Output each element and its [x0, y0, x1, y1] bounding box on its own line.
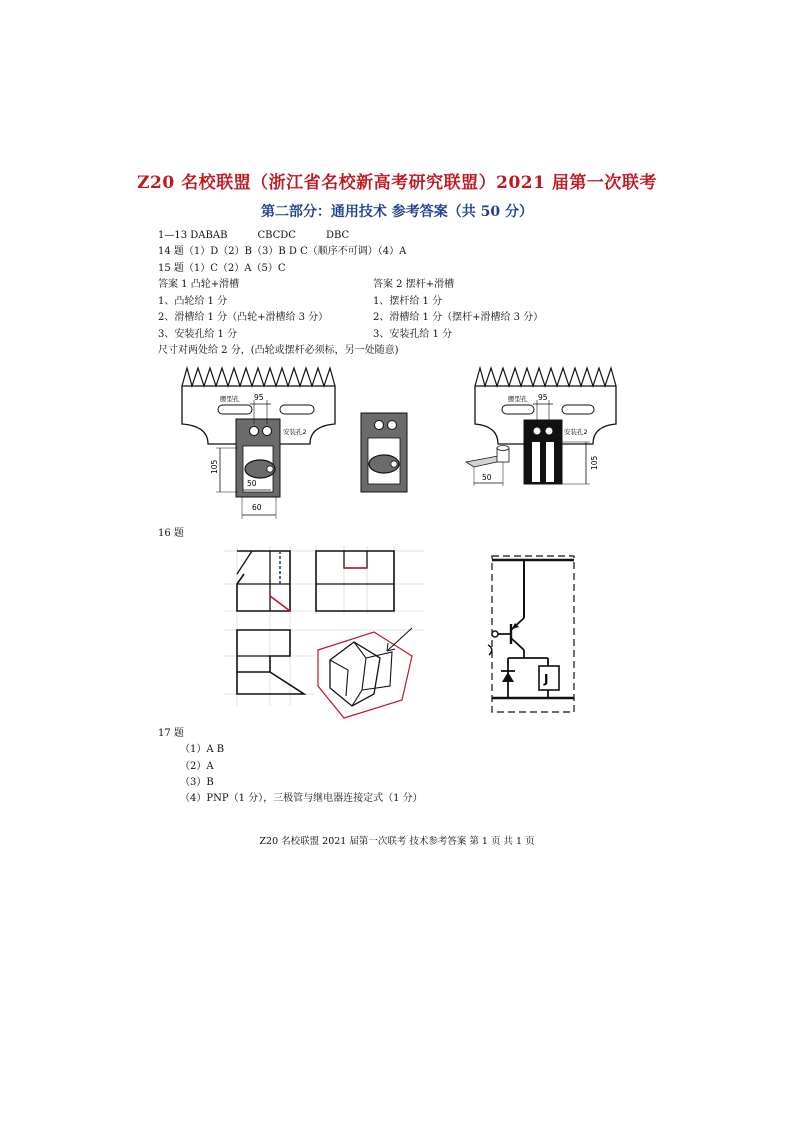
page-footer: Z20 名校联盟 2021 届第一次联考 技术参考答案 第 1 页 共 1 页: [259, 836, 535, 847]
document-subtitle: 第二部分：通用技术 参考答案（共 50 分）: [260, 204, 534, 220]
scheme2-title: 答案 2 摆杆+滑槽: [373, 279, 455, 290]
mc-label: 1—13: [158, 230, 188, 241]
dimension-note: 尺寸对两处给 2 分，(凸轮或摆杆必须标，另一处随意): [158, 345, 399, 356]
slot-label: 腰型孔: [220, 395, 240, 403]
dim-105-right: 105: [590, 455, 599, 470]
scheme2-lever-figure: [466, 364, 626, 489]
mc-group-1: DABAB: [190, 230, 228, 241]
q17-item-2: （2）A: [180, 761, 214, 772]
dim-95-right: 95: [538, 393, 548, 402]
mc-group-3: DBC: [325, 230, 350, 241]
answer-line-q14: 14 题（1）D（2）B（3）B D C（顺序不可调）（4）A: [158, 246, 407, 257]
dim-95-left: 95: [254, 393, 264, 402]
scheme2-item-1: 1、摆杆给 1 分: [373, 296, 443, 307]
dim-50-right: 50: [482, 473, 492, 482]
q17-label: 17 题: [158, 728, 184, 739]
q17-item-3: （3）B: [180, 777, 214, 788]
dim-60: 60: [252, 503, 262, 512]
q16-label: 16 题: [158, 528, 184, 539]
answer-line-mc: [158, 229, 349, 243]
answer-line-q15: 15 题（1）C（2）A（5）C: [158, 263, 286, 274]
hole-label: 安装孔2: [283, 428, 307, 436]
hole-label-2: 安装孔2: [564, 428, 588, 436]
dim-105-left: 105: [210, 459, 219, 474]
mc-group-2: CBCDC: [257, 230, 296, 241]
q17-item-4: （4）PNP（1 分），三极管与继电器连接定式（1 分）: [180, 793, 423, 804]
document-title: Z20 名校联盟（浙江省名校新高考研究联盟）2021 届第一次联考: [137, 173, 657, 193]
q17-item-1: （1）A B: [180, 744, 225, 755]
scheme1-item-1: 1、凸轮给 1 分: [158, 296, 228, 307]
scheme1-title: 答案 1 凸轮+滑槽: [158, 279, 240, 290]
scheme1-item-3: 3、安装孔给 1 分: [158, 329, 238, 340]
scheme2-item-2: 2、滑槽给 1 分（摆杆+滑槽给 3 分）: [373, 312, 544, 323]
cam-plate-figure: [360, 412, 410, 494]
scheme1-item-2: 2、滑槽给 1 分（凸轮+滑槽给 3 分）: [158, 312, 329, 323]
relay-label: J: [544, 672, 549, 686]
scheme1-cam-figure: [180, 364, 360, 524]
three-view-drawing: [224, 546, 424, 721]
scheme2-item-3: 3、安装孔给 1 分: [373, 329, 453, 340]
transistor-relay-circuit: [478, 552, 582, 717]
dim-50-left: 50: [247, 479, 257, 488]
slot-label-2: 腰型孔: [508, 395, 528, 403]
